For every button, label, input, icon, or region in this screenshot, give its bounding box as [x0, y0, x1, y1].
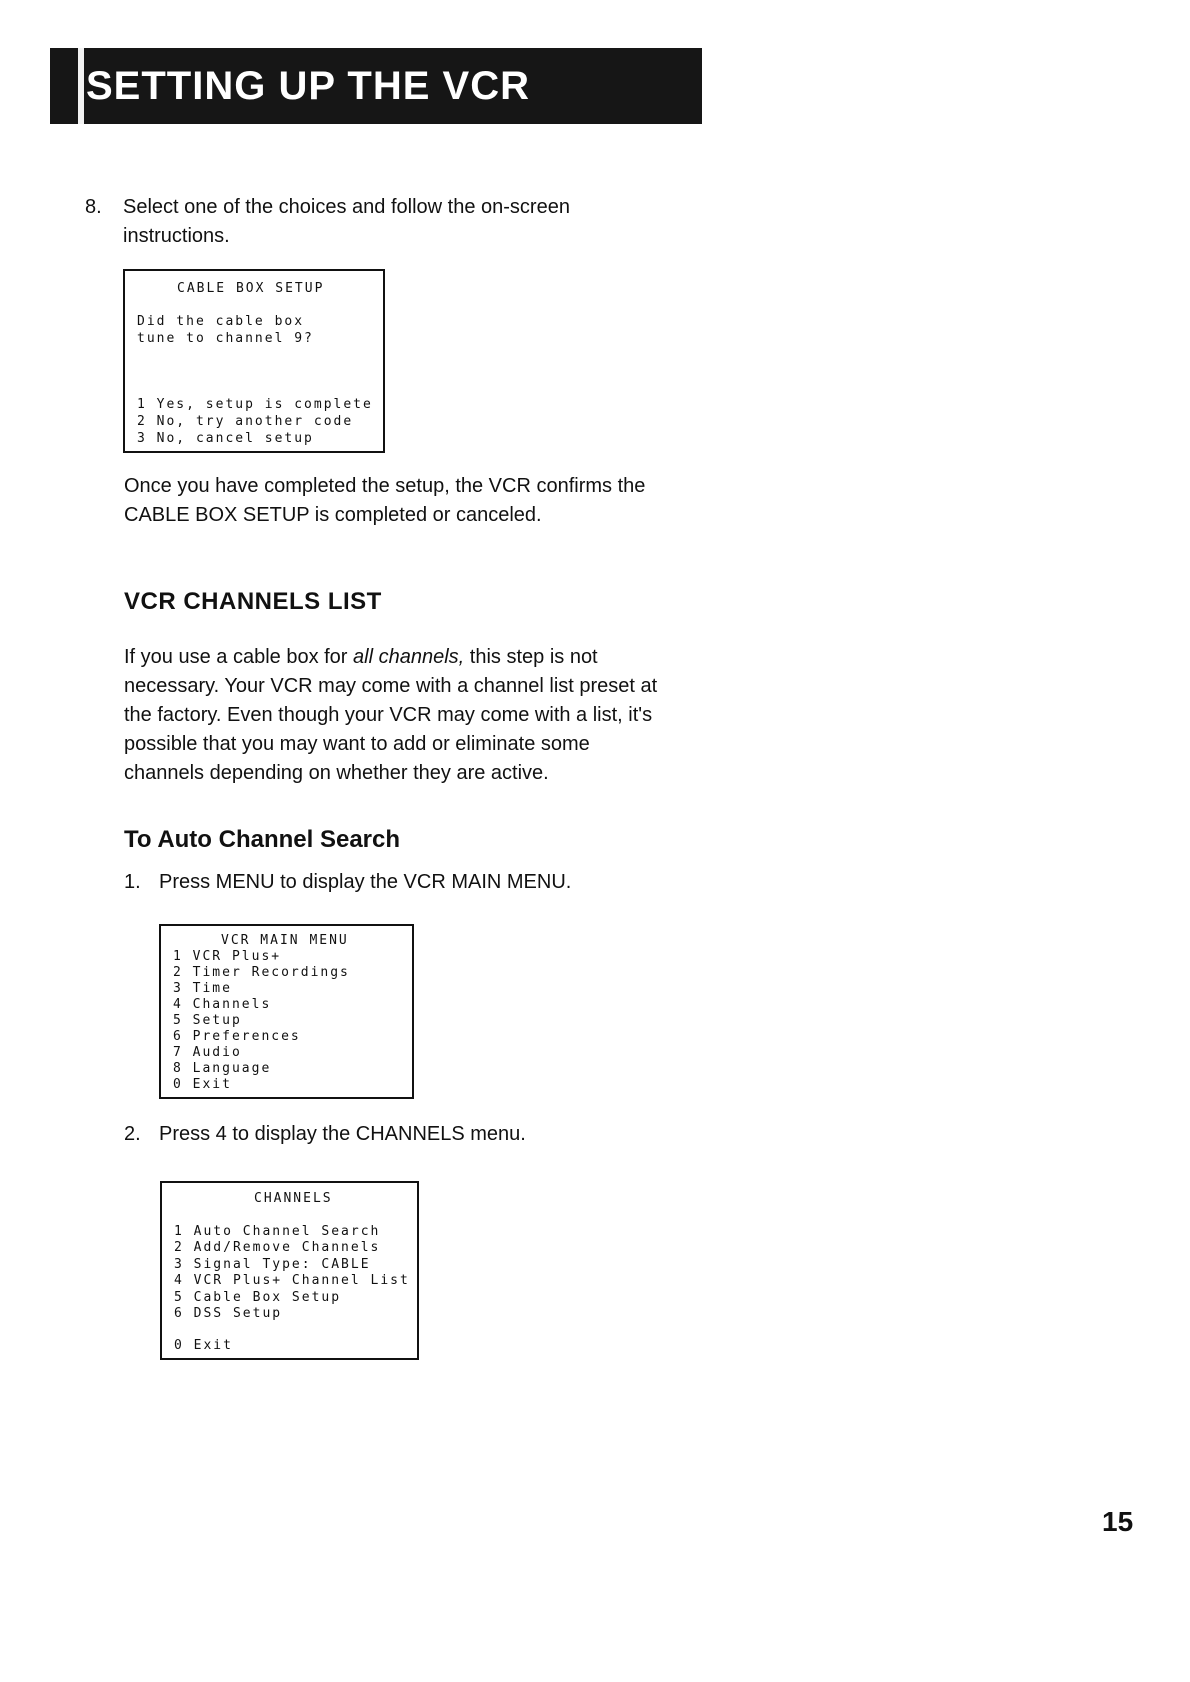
chapter-header-bar — [50, 48, 702, 124]
text-run: this step is not — [464, 646, 598, 668]
menu-item: 5 Cable Box Setup — [174, 1290, 342, 1305]
step-text-line1: Select one of the choices and follow the on-screen — [123, 196, 570, 218]
paragraph-line — [124, 643, 744, 672]
step-text: Press 4 to display the CHANNELS menu. — [159, 1123, 526, 1145]
screen-question-line1: Did the cable box — [137, 314, 305, 329]
menu-item: 4 VCR Plus+ Channel List — [174, 1273, 410, 1288]
menu-item: 1 VCR Plus+ — [173, 949, 282, 964]
chapter-title: SETTING UP THE VCR — [86, 64, 530, 108]
screen-title: CABLE BOX SETUP — [177, 281, 325, 296]
channels-menu-screen — [160, 1181, 419, 1360]
vcr-main-menu-screen — [159, 924, 414, 1099]
header-notch — [78, 48, 84, 124]
step-number: 1. — [124, 871, 141, 893]
page-number: 15 — [1102, 1506, 1134, 1537]
confirm-paragraph — [124, 472, 724, 530]
menu-item: 0 Exit — [173, 1077, 232, 1092]
screen-question-line2: tune to channel 9? — [137, 331, 314, 346]
screen-option: 3 No, cancel setup — [137, 431, 314, 446]
step-1 — [124, 868, 724, 898]
menu-item: 6 DSS Setup — [174, 1306, 283, 1321]
step-text-line2: instructions. — [123, 225, 230, 247]
step-text: Press MENU to display the VCR MAIN MENU. — [159, 871, 572, 893]
screen-option: 1 Yes, setup is complete — [137, 397, 373, 412]
step-number: 2. — [124, 1123, 141, 1145]
paragraph-line: Once you have completed the setup, the VCR confirms the — [124, 475, 646, 497]
menu-item: 5 Setup — [173, 1013, 242, 1028]
text-run: If you use a cable box for — [124, 646, 354, 668]
subsection-heading: To Auto Channel Search — [124, 826, 401, 853]
paragraph-line: the factory. Even though your VCR may come with a list, it's — [124, 704, 653, 726]
intro-paragraph — [124, 643, 744, 788]
menu-item: 2 Add/Remove Channels — [174, 1240, 381, 1255]
menu-item: 2 Timer Recordings — [173, 965, 350, 980]
menu-item: 3 Time — [173, 981, 232, 996]
step-number: 8. — [85, 196, 102, 218]
paragraph-line: CABLE BOX SETUP is completed or canceled. — [124, 504, 542, 526]
paragraph-line: necessary. Your VCR may come with a channel list preset at — [124, 675, 658, 697]
menu-item: 4 Channels — [173, 997, 272, 1012]
step-2 — [124, 1120, 724, 1150]
italic-text: all channels, — [353, 646, 465, 668]
section-heading: VCR CHANNELS LIST — [124, 588, 382, 615]
step-8 — [85, 193, 645, 253]
screen-title: VCR MAIN MENU — [221, 933, 349, 948]
menu-item: 1 Auto Channel Search — [174, 1224, 381, 1239]
cable-box-setup-screen — [123, 269, 385, 453]
paragraph-line: channels depending on whether they are active. — [124, 762, 549, 784]
paragraph-line: possible that you may want to add or eliminate some — [124, 733, 590, 755]
menu-item: 8 Language — [173, 1061, 272, 1076]
menu-item-exit: 0 Exit — [174, 1338, 233, 1353]
menu-item: 6 Preferences — [173, 1029, 301, 1044]
menu-item: 7 Audio — [173, 1045, 242, 1060]
screen-option: 2 No, try another code — [137, 414, 354, 429]
screen-title: CHANNELS — [254, 1191, 333, 1206]
menu-item: 3 Signal Type: CABLE — [174, 1257, 371, 1272]
